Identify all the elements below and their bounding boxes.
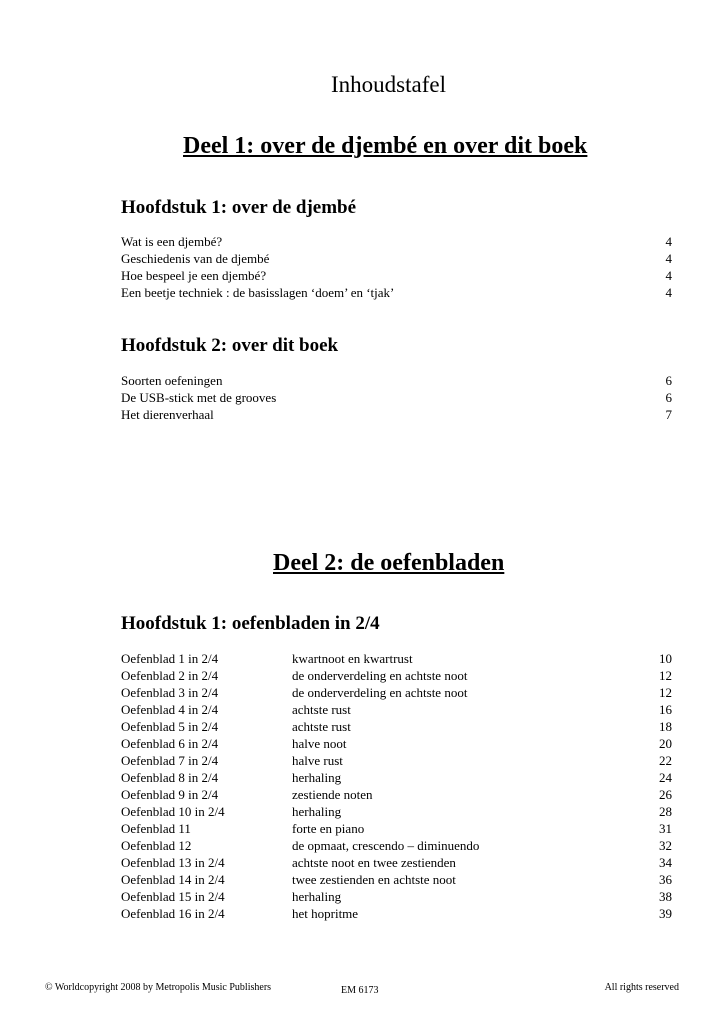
toc-entry-subtitle: twee zestienden en achtste noot (292, 872, 456, 887)
toc-entry-subtitle: zestiende noten (292, 787, 373, 802)
toc-page-number: 39 (659, 906, 672, 921)
toc-row (121, 701, 672, 718)
toc-row (121, 667, 672, 684)
toc-entry-subtitle: kwartnoot en kwartrust (292, 651, 413, 666)
toc-entry-title: Oefenblad 5 in 2/4 (121, 719, 219, 734)
toc-page-number: 12 (659, 685, 672, 700)
toc-page-number: 10 (659, 651, 672, 666)
toc-entry-title: Een beetje techniek : de basisslagen ‘doem’ en ‘tjak’ (121, 285, 395, 300)
toc-row (121, 284, 672, 301)
toc-entry-title: Oefenblad 10 in 2/4 (121, 804, 225, 819)
chapter-1-heading: Hoofdstuk 1: over de djembé (121, 197, 357, 218)
toc-row (121, 250, 672, 267)
toc-page-number: 12 (659, 668, 672, 683)
toc-entry-title: Oefenblad 14 in 2/4 (121, 872, 225, 887)
toc-entry-title: Oefenblad 4 in 2/4 (121, 702, 219, 717)
footer-copyright: © Worldcopyright 2008 by Metropolis Music Publishers (45, 982, 272, 993)
toc-entry-subtitle: achtste noot en twee zestienden (292, 855, 456, 870)
toc-entry-title: Oefenblad 3 in 2/4 (121, 685, 219, 700)
chapter-oefenbladen-list (121, 650, 672, 922)
toc-row (121, 684, 672, 701)
footer-rights: All rights reserved (604, 982, 679, 993)
toc-row (121, 871, 672, 888)
toc-entry-subtitle: halve noot (292, 736, 347, 751)
chapter-1-list (121, 233, 672, 301)
toc-page-number: 18 (659, 719, 672, 734)
toc-entry-subtitle: achtste rust (292, 702, 351, 717)
toc-entry-subtitle: de onderverdeling en achtste noot (292, 668, 468, 683)
toc-row (121, 803, 672, 820)
toc-entry-title: Oefenblad 9 in 2/4 (121, 787, 219, 802)
toc-page-number: 26 (659, 787, 672, 802)
part-2-heading: Deel 2: de oefenbladen (273, 550, 505, 576)
toc-entry-subtitle: herhaling (292, 804, 342, 819)
toc-row (121, 735, 672, 752)
toc-page-number: 24 (659, 770, 672, 785)
toc-entry-title: Soorten oefeningen (121, 373, 223, 388)
toc-entry-subtitle: de opmaat, crescendo – diminuendo (292, 838, 480, 853)
toc-entry-subtitle: het hopritme (292, 906, 359, 921)
chapter-oefenbladen-heading: Hoofdstuk 1: oefenbladen in 2/4 (121, 613, 380, 634)
toc-page-number: 16 (659, 702, 672, 717)
toc-page-number: 20 (659, 736, 672, 751)
toc-page-number: 7 (665, 407, 672, 422)
toc-entry-title: Hoe bespeel je een djembé? (121, 268, 267, 283)
toc-row (121, 786, 672, 803)
toc-entry-subtitle: forte en piano (292, 821, 365, 836)
toc-row (121, 752, 672, 769)
toc-page-number: 6 (665, 390, 672, 405)
toc-row (121, 650, 672, 667)
toc-page-number: 32 (659, 838, 672, 853)
toc-entry-title: Oefenblad 8 in 2/4 (121, 770, 219, 785)
toc-row (121, 905, 672, 922)
toc-entry-title: De USB-stick met de grooves (121, 390, 277, 405)
toc-entry-title: Oefenblad 16 in 2/4 (121, 906, 225, 921)
toc-row (121, 718, 672, 735)
toc-entry-subtitle: halve rust (292, 753, 343, 768)
toc-entry-title: Geschiedenis van de djembé (121, 251, 270, 266)
toc-page-number: 4 (665, 251, 672, 266)
toc-page-number: 22 (659, 753, 672, 768)
toc-entry-title: Wat is een djembé? (121, 234, 223, 249)
toc-page-number: 31 (659, 821, 672, 836)
chapter-2-heading: Hoofdstuk 2: over dit boek (121, 335, 339, 356)
toc-page-number: 38 (659, 889, 672, 904)
toc-page-number: 34 (659, 855, 672, 870)
toc-entry-title: Oefenblad 15 in 2/4 (121, 889, 225, 904)
toc-entry-subtitle: de onderverdeling en achtste noot (292, 685, 468, 700)
toc-entry-title: Oefenblad 7 in 2/4 (121, 753, 219, 768)
toc-page-number: 36 (659, 872, 672, 887)
chapter-2-list (121, 372, 672, 423)
toc-entry-title: Het dierenverhaal (121, 407, 214, 422)
toc-entry-title: Oefenblad 2 in 2/4 (121, 668, 219, 683)
toc-entry-title: Oefenblad 11 (121, 821, 191, 836)
part-1-heading: Deel 1: over de djembé en over dit boek (183, 133, 588, 159)
toc-page-number: 4 (665, 234, 672, 249)
toc-entry-subtitle: herhaling (292, 889, 342, 904)
toc-row (121, 372, 672, 389)
toc-row (121, 837, 672, 854)
page-title: Inhoudstafel (331, 72, 446, 97)
toc-row (121, 820, 672, 837)
toc-entry-title: Oefenblad 12 (121, 838, 192, 853)
toc-entry-subtitle: achtste rust (292, 719, 351, 734)
toc-row (121, 888, 672, 905)
toc-page-number: 4 (665, 285, 672, 300)
toc-row (121, 769, 672, 786)
toc-row (121, 389, 672, 406)
toc-entry-subtitle: herhaling (292, 770, 342, 785)
toc-entry-title: Oefenblad 13 in 2/4 (121, 855, 225, 870)
toc-row (121, 854, 672, 871)
toc-entry-title: Oefenblad 6 in 2/4 (121, 736, 219, 751)
toc-page-number: 28 (659, 804, 672, 819)
toc-page-number: 6 (665, 373, 672, 388)
toc-row (121, 406, 672, 423)
toc-row (121, 233, 672, 250)
toc-row (121, 267, 672, 284)
toc-entry-title: Oefenblad 1 in 2/4 (121, 651, 219, 666)
footer-code: EM 6173 (341, 985, 379, 996)
toc-page-number: 4 (665, 268, 672, 283)
